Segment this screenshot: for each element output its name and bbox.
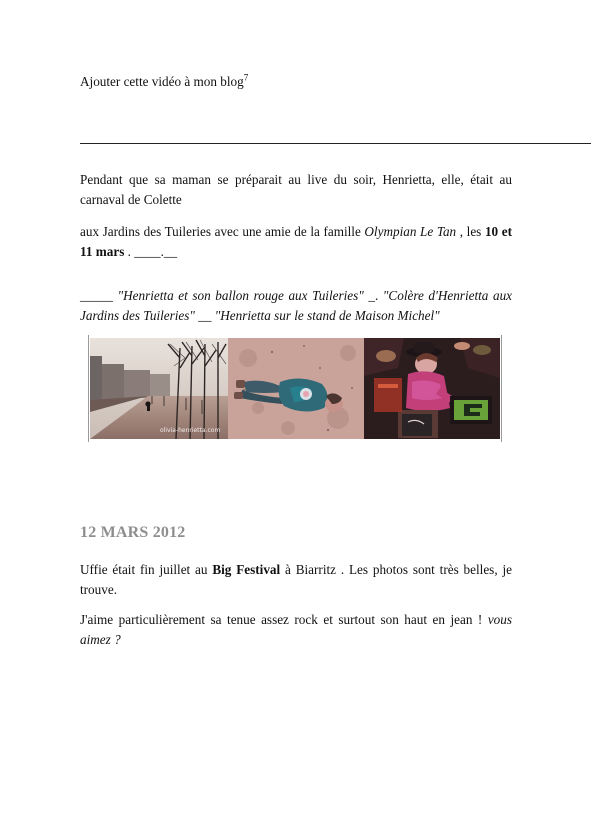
photo-watermark: olivia-henrietta.com: [160, 427, 221, 434]
caption-2: "Colère d'Henrietta aux Jardins des Tuileries": [80, 288, 513, 323]
festival-name: Big Festival: [212, 562, 281, 577]
photo-maison-michel-stand[interactable]: [364, 338, 500, 439]
horizontal-rule: [80, 143, 591, 144]
question-text: vous aimez ?: [80, 612, 512, 647]
post1-paragraph-1: Pendant que sa maman se préparait au live du soir, Henrietta, elle, était au carnaval de Colette: [80, 172, 512, 207]
event-dates: 10 et 11 mars: [80, 224, 512, 259]
post-date: 12 MARS 2012: [80, 524, 186, 541]
post2-paragraph-2: J'aime particulièrement sa tenue assez rock et surtout son haut en jean ! vous aimez ?: [80, 612, 512, 647]
photo-strip: [88, 335, 502, 442]
footnote-marker: 7: [243, 72, 249, 83]
photo-tuileries-balloon[interactable]: [90, 338, 228, 439]
photo-henrietta-anger[interactable]: [228, 338, 364, 439]
caption-3: "Henrietta sur le stand de Maison Michel": [214, 308, 440, 323]
photo-strip-right-border: [501, 335, 502, 442]
person-name: Olympian Le Tan: [364, 224, 457, 239]
caption-1: "Henrietta et son ballon rouge aux Tuileries": [117, 288, 364, 303]
add-to-blog-link[interactable]: [80, 72, 512, 92]
post1-paragraph-2: aux Jardins des Tuileries avec une amie de la famille Olympian Le Tan , les 10 et 11 mars . ____.__: [80, 224, 512, 259]
photo-captions: _____ "Henrietta et son ballon rouge aux Tuileries" _. "Colère d'Henrietta aux Jardins des Tuileries" __ "Henrietta sur le stand de Maison Michel": [80, 288, 513, 323]
photo-strip-left-border: [88, 335, 89, 442]
add-to-blog-text[interactable]: Ajouter cette vidéo à mon blog: [80, 74, 244, 89]
post2-paragraph-1: Uffie était fin juillet au Big Festival à Biarritz . Les photos sont très belles, je trouve.: [80, 562, 512, 597]
